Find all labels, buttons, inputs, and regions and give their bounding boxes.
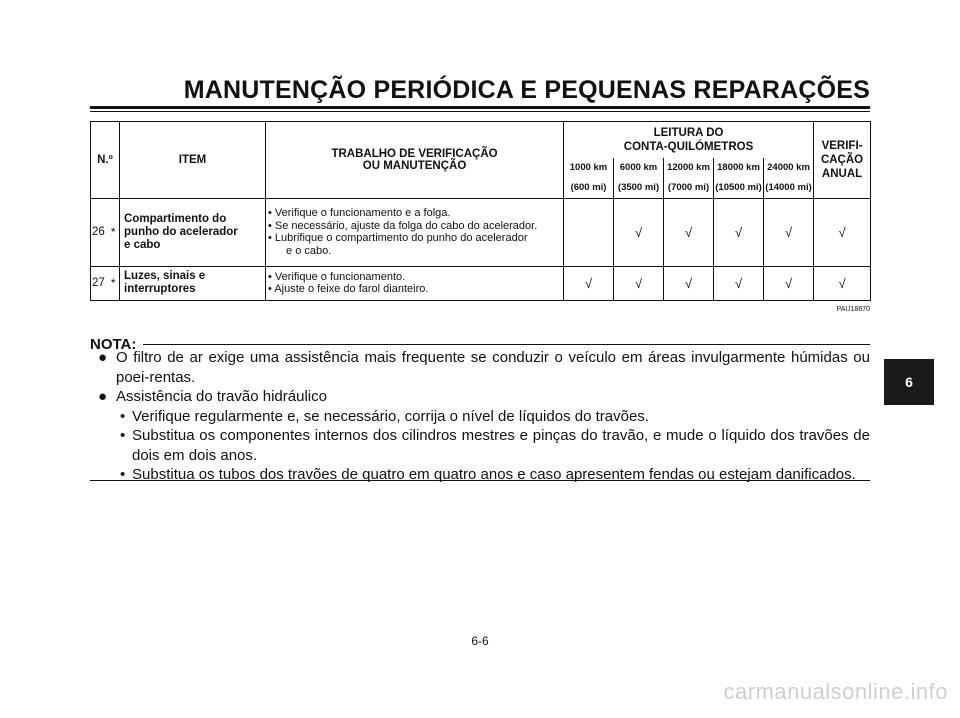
row-check: √ xyxy=(814,266,871,300)
row-work-line: e o cabo. xyxy=(286,244,332,257)
title-underline-thick xyxy=(90,106,870,109)
row-item-line: interruptores xyxy=(124,283,196,295)
note-bullet xyxy=(90,387,870,407)
row-work xyxy=(266,198,564,266)
interval-mi: (10500 mi) xyxy=(715,181,762,193)
note-subbullet xyxy=(90,465,870,485)
header-annual-line1: VERIFI- xyxy=(821,139,863,152)
header-annual-line2: CAÇÃO xyxy=(820,153,864,166)
row-work-line: • Verifique o funcionamento. xyxy=(268,270,406,283)
interval-km: 12000 km xyxy=(667,161,710,173)
header-odometer xyxy=(564,122,814,158)
note-text: O filtro de ar exige uma assistência mais frequente se conduzir o veículo em áreas invulgarmente húmidas ou poei-rentas. xyxy=(116,349,870,386)
header-annual xyxy=(814,122,871,199)
watermark: carmanualsonline.info xyxy=(723,679,948,704)
header-work-line2: OU MANUTENÇÃO xyxy=(362,159,467,172)
header-work xyxy=(266,122,564,199)
page-title: MANUTENÇÃO PERIÓDICA E PEQUENAS REPARAÇÕES xyxy=(183,76,870,104)
nota-rule xyxy=(143,344,870,345)
row-check: √ xyxy=(764,266,814,300)
header-work-line1: TRABALHO DE VERIFICAÇÃO xyxy=(331,147,498,160)
row-item-line: punho do acelerador xyxy=(124,225,238,238)
row-item-line: Luzes, sinais e xyxy=(124,270,206,282)
chapter-tab: 6 xyxy=(884,359,934,405)
table-row xyxy=(91,198,871,266)
nota-label: NOTA: xyxy=(90,336,137,353)
row-number: 27 xyxy=(91,266,108,300)
row-check: √ xyxy=(614,266,664,300)
row-check: √ xyxy=(664,198,714,266)
row-check xyxy=(564,198,614,266)
header-annual-line3: ANUAL xyxy=(821,167,863,180)
maintenance-table xyxy=(90,121,871,301)
bottom-rule xyxy=(90,480,870,481)
interval-header xyxy=(764,158,814,199)
row-mark: * xyxy=(108,266,120,300)
row-work xyxy=(266,266,564,300)
table-row xyxy=(91,266,871,300)
row-check: √ xyxy=(564,266,614,300)
row-check: √ xyxy=(614,198,664,266)
interval-km: 6000 km xyxy=(619,161,658,173)
note-subtext: Substitua os tubos dos travões de quatro em quatro anos e caso apresentem fendas ou estejam danificados. xyxy=(132,466,856,483)
row-check: √ xyxy=(714,198,764,266)
row-work-line: • Verifique o funcionamento e a folga. xyxy=(268,207,451,219)
note-subbullet xyxy=(90,407,870,427)
subbullet-dot-icon: • xyxy=(120,427,126,444)
row-work-line: • Ajuste o feixe do farol dianteiro. xyxy=(268,283,429,295)
row-check: √ xyxy=(714,266,764,300)
interval-header xyxy=(564,158,614,199)
note-bullet xyxy=(90,348,870,387)
row-item xyxy=(120,198,266,266)
interval-mi: (7000 mi) xyxy=(667,181,710,193)
interval-km: 1000 km xyxy=(569,161,608,173)
note-subtext: Substitua os componentes internos dos cilindros mestres e pinças do travão, e mude o líquido dos travões de dois em dois anos. xyxy=(132,427,870,464)
bullet-dot-icon: ● xyxy=(98,388,108,405)
interval-mi: (3500 mi) xyxy=(617,181,660,193)
row-mark: * xyxy=(108,198,120,266)
row-item-line: e cabo xyxy=(124,238,161,251)
title-underline-thin xyxy=(90,111,870,112)
header-num: N.º xyxy=(91,122,120,199)
note-subbullet xyxy=(90,426,870,465)
interval-header xyxy=(614,158,664,199)
bullet-dot-icon: ● xyxy=(98,349,108,366)
interval-header xyxy=(714,158,764,199)
row-check: √ xyxy=(814,198,871,266)
interval-mi: (600 mi) xyxy=(570,181,607,193)
row-item-line: Compartimento do xyxy=(124,212,227,225)
note-text: Assistência do travão hidráulico xyxy=(116,388,327,405)
header-odometer-line2: CONTA-QUILÓMETROS xyxy=(623,140,754,153)
document-code: PAU18670 xyxy=(836,306,870,313)
page-number: 6-6 xyxy=(471,634,489,648)
interval-mi: (14000 mi) xyxy=(765,181,812,193)
row-check: √ xyxy=(664,266,714,300)
row-check: √ xyxy=(764,198,814,266)
header-odometer-line1: LEITURA DO xyxy=(653,126,724,139)
subbullet-dot-icon: • xyxy=(120,407,126,425)
row-item xyxy=(120,266,266,300)
note-subtext: Verifique regularmente e, se necessário, corrija o nível de líquidos do travões. xyxy=(132,407,649,425)
interval-header xyxy=(664,158,714,199)
interval-km: 24000 km xyxy=(767,161,810,173)
nota-list xyxy=(90,348,870,485)
row-work-line: • Lubrifique o compartimento do punho do acelerador xyxy=(268,232,528,244)
row-number: 26 xyxy=(91,198,108,266)
interval-km: 18000 km xyxy=(717,161,760,173)
row-work-line: • Se necessário, ajuste da folga do cabo do acelerador. xyxy=(268,219,538,232)
header-item: ITEM xyxy=(120,122,266,199)
subbullet-dot-icon: • xyxy=(120,466,126,483)
